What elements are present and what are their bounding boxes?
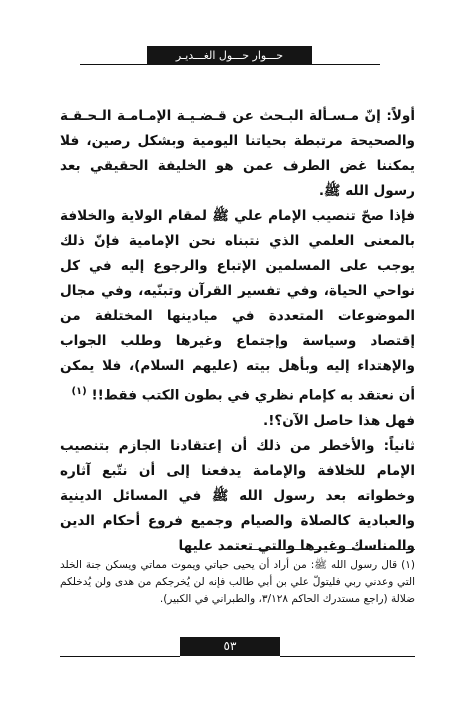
footer-rule-right [280,656,415,657]
header-title: حـــوار حـــول الغـــديـر [147,46,312,65]
paragraph-2-text: فإذا صحّ تنصيب الإمام علي ﷺ لمقام الولاية والخلافة بالمعنى العلمي الذي نتبناه نحن الإمامية فإنّ ذلك يوجب على المسلمين الإتباع والرجوع إليه في كل نواحي الحياة، وفي تفسير القرآن وتبنّيه، وفي مجال الموضوعات المتعددة في ميادينها المختلفة من إقتصاد وسياسة وإجتماع وغيرها وطلب الجواب والإهتداء إليه وبأهل بيته (عليهم السلام)، فلا يمكن أن نعتقد به كإمام نظري في بطون الكتب فقط!! [60,208,415,404]
footnote: (١) قال رسول الله ﷺ: من أراد أن يحيى حياتي ويموت مماتي ويسكن جنة الخلد التي وعدني ربي فليتولّ علي بن أبي طالب فإنه لن يُخرجكم من هدى ولن يُدخلكم ضلالة (راجع مستدرك الحاكم ٣/١٢٨، والطبراني في الكبير). [60,559,415,605]
page-number: ٥٣ [180,637,280,656]
paragraph-3: فهل هذا حاصل الآن؟!. [263,412,415,429]
running-header [80,42,380,66]
paragraph-4: ثانياً: والأخطر من ذلك أن إعتقادنا الجازم بتنصيب الإمام للخلافة والإمامة يدفعنا إلى أن نتّبع آثاره وخطواته بعد رسول الله ﷺ في المسائل الدينية والعبادية كالصلاة والصيام وجميع فروع أحكام الدين والمناسك وغيرها والتي تعتمد عليها [60,437,415,554]
footnote-separator [251,549,415,550]
footer-rule-left [60,656,180,657]
header-rule-left [80,64,147,65]
header-rule-right [312,64,380,65]
main-text [60,104,415,559]
footnote-reference: (١) [71,386,87,397]
paragraph-1: أولاً: إنّ مـسـألة البـحث عن قـضـيـة الإمـامـة الـحـقـة والصحيحة مرتبطة بحياتنا اليومية وبشكل رصين، فلا يمكننا غض الطرف عمن هو الخليفة الحقيقي بعد رسول الله ﷺ. [60,108,415,199]
paragraph-2 [60,204,415,409]
